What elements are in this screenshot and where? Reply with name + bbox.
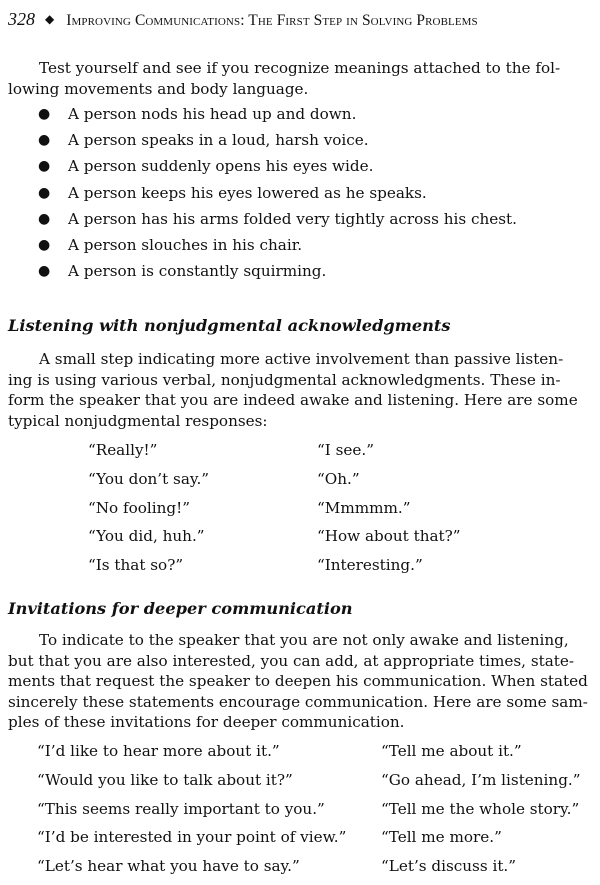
acknowledgments-table — [88, 440, 508, 584]
paragraph-line: form the speaker that you are indeed awake and listening. Here are some — [8, 391, 578, 409]
quote-left: “I’d be interested in your point of view.” — [37, 828, 347, 847]
intro-line: lowing movements and body language. — [8, 79, 309, 98]
table-row — [88, 440, 508, 469]
bullet-icon: ● — [38, 210, 51, 227]
section-heading-acknowledgments: Listening with nonjudgmental acknowledgments — [8, 316, 451, 335]
bullet-icon: ● — [38, 184, 51, 201]
quote-right: “Interesting.” — [317, 556, 423, 575]
invitations-paragraph — [8, 630, 592, 733]
table-row — [37, 856, 592, 885]
bullet-icon: ● — [38, 106, 51, 122]
quote-right: “Tell me more.” — [381, 828, 502, 847]
bullet-icon: ● — [38, 263, 51, 280]
paragraph-line: typical nonjudgmental responses: — [8, 411, 268, 430]
table-row — [37, 741, 592, 770]
quote-right: “How about that?” — [317, 527, 461, 546]
paragraph-line: To indicate to the speaker that you are not only awake and listening, — [39, 631, 569, 649]
diamond-separator-icon: ◆ — [45, 12, 55, 26]
quote-right: “I see.” — [317, 441, 374, 459]
running-title: Improving Communications: The First Step in Solving Problems — [66, 12, 478, 29]
quote-right: “Tell me about it.” — [381, 742, 522, 760]
invitations-table — [37, 741, 592, 885]
quote-left: “Really!” — [88, 441, 158, 459]
list-item-text: A person has his arms folded very tightly across his chest. — [68, 209, 517, 228]
paragraph-line: sincerely these statements encourage communication. Here are some sam- — [8, 692, 588, 711]
list-item-text: A person keeps his eyes lowered as he speaks. — [68, 183, 427, 202]
quote-left: “No fooling!” — [88, 498, 191, 517]
quote-right: “Go ahead, I’m listening.” — [381, 770, 581, 789]
bullet-icon: ● — [38, 236, 51, 253]
table-row — [37, 799, 592, 828]
list-item-text: A person is constantly squirming. — [68, 262, 327, 281]
quote-right: “Let’s discuss it.” — [381, 857, 517, 876]
list-item-text: A person nods his head up and down. — [68, 105, 357, 123]
paragraph-line: ples of these invitations for deeper communication. — [8, 713, 405, 731]
table-row — [37, 827, 592, 856]
list-item — [38, 183, 578, 209]
table-row — [88, 469, 508, 498]
quote-right: “Tell me the whole story.” — [381, 799, 580, 818]
quote-left: “Would you like to talk about it?” — [37, 770, 293, 789]
list-item — [38, 209, 578, 235]
table-row — [88, 526, 508, 555]
quote-left: “This seems really important to you.” — [37, 799, 325, 818]
intro-line: Test yourself and see if you recognize meanings attached to the fol- — [39, 59, 561, 77]
quote-left: “I’d like to hear more about it.” — [37, 742, 280, 760]
quote-left: “You did, huh.” — [88, 527, 205, 546]
running-header — [8, 9, 588, 33]
list-item — [38, 130, 578, 156]
quote-right: “Mmmmm.” — [317, 498, 411, 517]
acknowledgments-paragraph — [8, 349, 592, 431]
list-item — [38, 104, 578, 130]
list-item-text: A person suddenly opens his eyes wide. — [68, 157, 374, 176]
list-item — [38, 261, 578, 287]
bullet-icon: ● — [38, 132, 51, 149]
table-row — [88, 498, 508, 527]
table-row — [88, 555, 508, 584]
list-item — [38, 156, 578, 182]
paragraph-line: ing is using various verbal, nonjudgmental acknowledgments. These in- — [8, 370, 561, 389]
list-item — [38, 235, 578, 261]
list-item-text: A person slouches in his chair. — [68, 235, 303, 254]
paragraph-line: ments that request the speaker to deepen his communication. When stated — [8, 672, 588, 690]
bullet-icon: ● — [38, 158, 51, 175]
table-row — [37, 770, 592, 799]
quote-left: “Let’s hear what you have to say.” — [37, 857, 300, 876]
body-language-list — [38, 104, 578, 287]
list-item-text: A person speaks in a loud, harsh voice. — [68, 131, 369, 150]
quote-left: “You don’t say.” — [88, 469, 210, 488]
paragraph-line: but that you are also interested, you can add, at appropriate times, state- — [8, 651, 575, 670]
quote-left: “Is that so?” — [88, 556, 184, 575]
section-heading-invitations: Invitations for deeper communication — [8, 599, 353, 618]
paragraph-line: A small step indicating more active involvement than passive listen- — [39, 350, 564, 368]
intro-paragraph — [8, 58, 592, 99]
quote-right: “Oh.” — [317, 469, 360, 488]
page-number: 328 — [8, 9, 35, 29]
